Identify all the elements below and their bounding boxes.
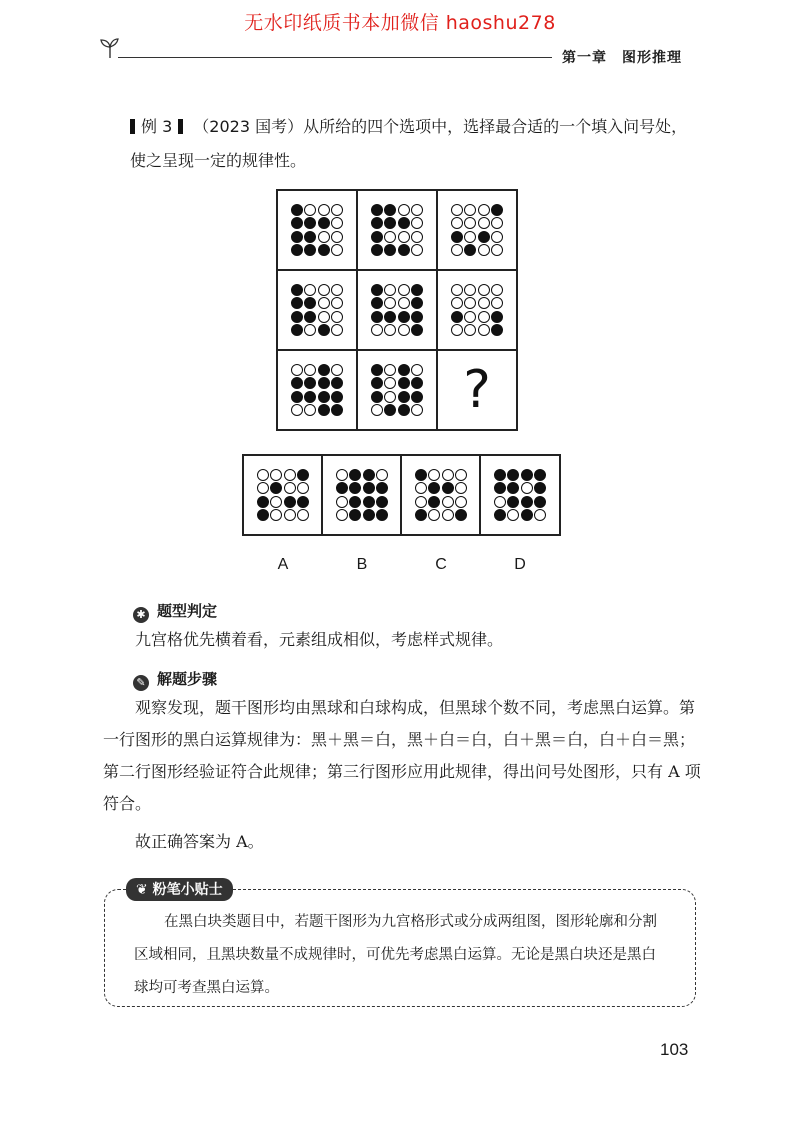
white-ball <box>491 244 503 256</box>
black-ball <box>411 391 423 403</box>
black-ball <box>318 364 330 376</box>
grid-cell <box>356 269 438 351</box>
white-ball <box>464 324 476 336</box>
black-ball <box>291 377 303 389</box>
solution-line: 第二行图形经验证符合此规律；第三行图形应用此规律，得出问号处图形，只有 A 项 <box>103 762 701 781</box>
white-ball <box>491 297 503 309</box>
option-cell-b <box>321 454 403 536</box>
white-ball <box>491 284 503 296</box>
example-tag: 例 3 <box>141 117 173 136</box>
white-ball <box>411 204 423 216</box>
watermark: 无水印纸质书本加微信 haoshu278 <box>244 12 556 34</box>
black-ball <box>291 231 303 243</box>
black-ball <box>521 496 533 508</box>
black-ball <box>291 297 303 309</box>
white-ball <box>284 509 296 521</box>
black-ball <box>442 482 454 494</box>
black-ball <box>521 469 533 481</box>
grid-cell <box>436 269 518 351</box>
white-ball <box>451 204 463 216</box>
black-ball <box>411 324 423 336</box>
black-ball <box>534 469 546 481</box>
white-ball <box>451 297 463 309</box>
solution-line: 符合。 <box>103 794 152 813</box>
black-ball <box>451 311 463 323</box>
white-ball <box>384 297 396 309</box>
white-ball <box>384 377 396 389</box>
white-ball <box>455 496 467 508</box>
white-ball <box>464 204 476 216</box>
black-ball <box>451 231 463 243</box>
black-ball <box>304 217 316 229</box>
black-ball <box>304 244 316 256</box>
black-ball <box>270 482 282 494</box>
black-ball <box>363 509 375 521</box>
white-ball <box>371 404 383 416</box>
white-ball <box>331 231 343 243</box>
option-cell-c <box>400 454 482 536</box>
black-ball <box>428 482 440 494</box>
black-ball <box>257 509 269 521</box>
option-label: A <box>277 556 289 573</box>
white-ball <box>411 404 423 416</box>
white-ball <box>304 284 316 296</box>
sprout-icon: ❦ <box>136 882 153 898</box>
type-judgement-title: 题型判定 <box>157 602 218 620</box>
grid-cell <box>356 189 438 271</box>
white-ball <box>336 496 348 508</box>
black-ball <box>297 469 309 481</box>
black-ball <box>411 311 423 323</box>
black-ball <box>291 284 303 296</box>
white-ball <box>270 509 282 521</box>
page-number: 103 <box>660 1040 689 1059</box>
chapter-title: 第一章 图形推理 <box>562 50 682 66</box>
black-ball <box>304 311 316 323</box>
white-ball <box>257 469 269 481</box>
black-ball <box>349 482 361 494</box>
white-ball <box>491 231 503 243</box>
white-ball <box>442 469 454 481</box>
white-ball <box>521 482 533 494</box>
solution-line: 一行图形的黑白运算规律为：黑＋黑＝白，黑＋白＝白，白＋黑＝白，白＋白＝黑； <box>103 730 696 749</box>
white-ball <box>415 496 427 508</box>
black-ball <box>331 377 343 389</box>
white-ball <box>464 284 476 296</box>
answer-line: 故正确答案为 A。 <box>135 832 264 851</box>
white-ball <box>304 204 316 216</box>
black-ball <box>398 311 410 323</box>
black-ball <box>371 377 383 389</box>
black-ball <box>304 297 316 309</box>
white-ball <box>384 324 396 336</box>
white-ball <box>451 217 463 229</box>
white-ball <box>331 204 343 216</box>
option-cell-a <box>242 454 324 536</box>
black-ball <box>257 496 269 508</box>
white-ball <box>491 217 503 229</box>
black-ball <box>371 217 383 229</box>
tip-label-text: 粉笔小贴士 <box>152 882 223 898</box>
white-ball <box>318 231 330 243</box>
white-ball <box>451 324 463 336</box>
white-ball <box>455 469 467 481</box>
black-ball <box>371 284 383 296</box>
black-ball <box>534 496 546 508</box>
white-ball <box>318 311 330 323</box>
white-ball <box>384 364 396 376</box>
white-ball <box>376 469 388 481</box>
black-ball <box>318 391 330 403</box>
white-ball <box>304 404 316 416</box>
white-ball <box>318 284 330 296</box>
black-ball <box>411 284 423 296</box>
black-ball <box>371 204 383 216</box>
black-ball <box>349 496 361 508</box>
option-label: B <box>356 556 368 573</box>
black-ball <box>411 297 423 309</box>
white-ball <box>478 324 490 336</box>
black-ball <box>384 204 396 216</box>
white-ball <box>411 364 423 376</box>
black-ball <box>371 391 383 403</box>
tip-label <box>126 878 233 901</box>
black-ball <box>304 231 316 243</box>
bar-left-icon <box>130 119 135 134</box>
white-ball <box>304 324 316 336</box>
tip-line: 在黑白块类题目中，若题干图形为九宫格形式或分成两组图，图形轮廓和分割 <box>164 914 657 930</box>
black-ball <box>363 469 375 481</box>
black-ball <box>331 391 343 403</box>
black-ball <box>318 217 330 229</box>
black-ball <box>507 469 519 481</box>
white-ball <box>284 469 296 481</box>
white-ball <box>494 496 506 508</box>
white-ball <box>415 482 427 494</box>
white-ball <box>398 204 410 216</box>
tip-line: 区域相同，且黑块数量不成规律时，可优先考虑黑白运算。无论是黑白块还是黑白 <box>134 947 656 963</box>
black-ball <box>371 311 383 323</box>
black-ball <box>398 244 410 256</box>
grid-cell <box>276 349 358 431</box>
black-ball <box>318 404 330 416</box>
black-ball <box>507 496 519 508</box>
black-ball <box>291 391 303 403</box>
black-ball <box>494 509 506 521</box>
black-ball <box>494 482 506 494</box>
pencil-icon: ✎ <box>133 675 149 691</box>
white-ball <box>291 364 303 376</box>
white-ball <box>384 391 396 403</box>
grid-cell <box>436 349 518 431</box>
black-ball <box>363 482 375 494</box>
option-label: C <box>435 556 447 573</box>
black-ball <box>491 324 503 336</box>
white-ball <box>297 482 309 494</box>
white-ball <box>451 244 463 256</box>
black-ball <box>491 204 503 216</box>
black-ball <box>304 391 316 403</box>
black-ball <box>376 509 388 521</box>
white-ball <box>464 311 476 323</box>
white-ball <box>455 482 467 494</box>
option-label: D <box>514 556 526 573</box>
white-ball <box>411 244 423 256</box>
white-ball <box>331 311 343 323</box>
black-ball <box>371 364 383 376</box>
white-ball <box>451 284 463 296</box>
solution-title: 解题步骤 <box>157 670 218 688</box>
black-ball <box>318 377 330 389</box>
black-ball <box>371 297 383 309</box>
white-ball <box>478 204 490 216</box>
white-ball <box>371 324 383 336</box>
question-line-1: （2023 国考）从所给的四个选项中，选择最合适的一个填入问号处， <box>193 117 688 136</box>
black-ball <box>363 496 375 508</box>
black-ball <box>376 496 388 508</box>
tip-line: 球均可考查黑白运算。 <box>134 980 279 996</box>
black-ball <box>534 482 546 494</box>
tip-text <box>134 906 674 1005</box>
black-ball <box>415 469 427 481</box>
type-judgement-heading <box>133 600 217 623</box>
solution-line: 观察发现，题干图形均由黑球和白球构成，但黑球个数不同，考虑黑白运算。第 <box>135 698 696 717</box>
black-ball <box>291 324 303 336</box>
white-ball <box>398 297 410 309</box>
black-ball <box>304 377 316 389</box>
white-ball <box>384 231 396 243</box>
black-ball <box>291 217 303 229</box>
black-ball <box>491 311 503 323</box>
white-ball <box>478 244 490 256</box>
question-mark: ? <box>463 360 491 420</box>
black-ball <box>384 217 396 229</box>
white-ball <box>478 284 490 296</box>
white-ball <box>398 231 410 243</box>
black-ball <box>336 482 348 494</box>
black-ball <box>291 311 303 323</box>
black-ball <box>291 244 303 256</box>
white-ball <box>464 297 476 309</box>
black-ball <box>349 509 361 521</box>
black-ball <box>371 231 383 243</box>
question-line-2: 使之呈现一定的规律性。 <box>130 151 307 170</box>
black-ball <box>349 469 361 481</box>
grid-cell <box>276 189 358 271</box>
white-ball <box>331 244 343 256</box>
white-ball <box>478 311 490 323</box>
black-ball <box>494 469 506 481</box>
white-ball <box>336 469 348 481</box>
white-ball <box>428 509 440 521</box>
black-ball <box>318 244 330 256</box>
white-ball <box>464 217 476 229</box>
black-ball <box>428 496 440 508</box>
white-ball <box>442 496 454 508</box>
black-ball <box>291 204 303 216</box>
black-ball <box>398 377 410 389</box>
black-ball <box>371 244 383 256</box>
option-cell-d <box>479 454 561 536</box>
white-ball <box>284 482 296 494</box>
white-ball <box>478 217 490 229</box>
black-ball <box>521 509 533 521</box>
black-ball <box>415 509 427 521</box>
white-ball <box>384 284 396 296</box>
black-ball <box>384 311 396 323</box>
white-ball <box>411 217 423 229</box>
black-ball <box>507 482 519 494</box>
white-ball <box>428 469 440 481</box>
white-ball <box>398 324 410 336</box>
grid-cell <box>356 349 438 431</box>
white-ball <box>534 509 546 521</box>
white-ball <box>507 509 519 521</box>
black-ball <box>398 217 410 229</box>
black-ball <box>398 391 410 403</box>
white-ball <box>270 496 282 508</box>
gear-icon: ✱ <box>133 607 149 623</box>
black-ball <box>411 377 423 389</box>
bar-right-icon <box>178 119 183 134</box>
black-ball <box>464 244 476 256</box>
white-ball <box>331 297 343 309</box>
white-ball <box>331 364 343 376</box>
black-ball <box>398 364 410 376</box>
white-ball <box>398 284 410 296</box>
black-ball <box>478 231 490 243</box>
black-ball <box>297 496 309 508</box>
white-ball <box>291 404 303 416</box>
black-ball <box>331 404 343 416</box>
white-ball <box>336 509 348 521</box>
black-ball <box>284 496 296 508</box>
white-ball <box>304 364 316 376</box>
white-ball <box>331 284 343 296</box>
solution-heading <box>133 668 217 691</box>
black-ball <box>384 244 396 256</box>
white-ball <box>318 297 330 309</box>
white-ball <box>257 482 269 494</box>
black-ball <box>455 509 467 521</box>
example-question <box>130 110 705 178</box>
black-ball <box>398 404 410 416</box>
black-ball <box>384 404 396 416</box>
white-ball <box>331 324 343 336</box>
white-ball <box>478 297 490 309</box>
black-ball <box>318 324 330 336</box>
type-judgement-text: 九宫格优先横着看，元素组成相似，考虑样式规律。 <box>135 630 504 649</box>
grid-cell <box>436 189 518 271</box>
white-ball <box>442 509 454 521</box>
black-ball <box>376 482 388 494</box>
white-ball <box>318 204 330 216</box>
header-rule <box>118 57 552 58</box>
white-ball <box>331 217 343 229</box>
white-ball <box>464 231 476 243</box>
white-ball <box>411 231 423 243</box>
solution-body <box>103 692 703 858</box>
grid-cell <box>276 269 358 351</box>
white-ball <box>270 469 282 481</box>
white-ball <box>297 509 309 521</box>
